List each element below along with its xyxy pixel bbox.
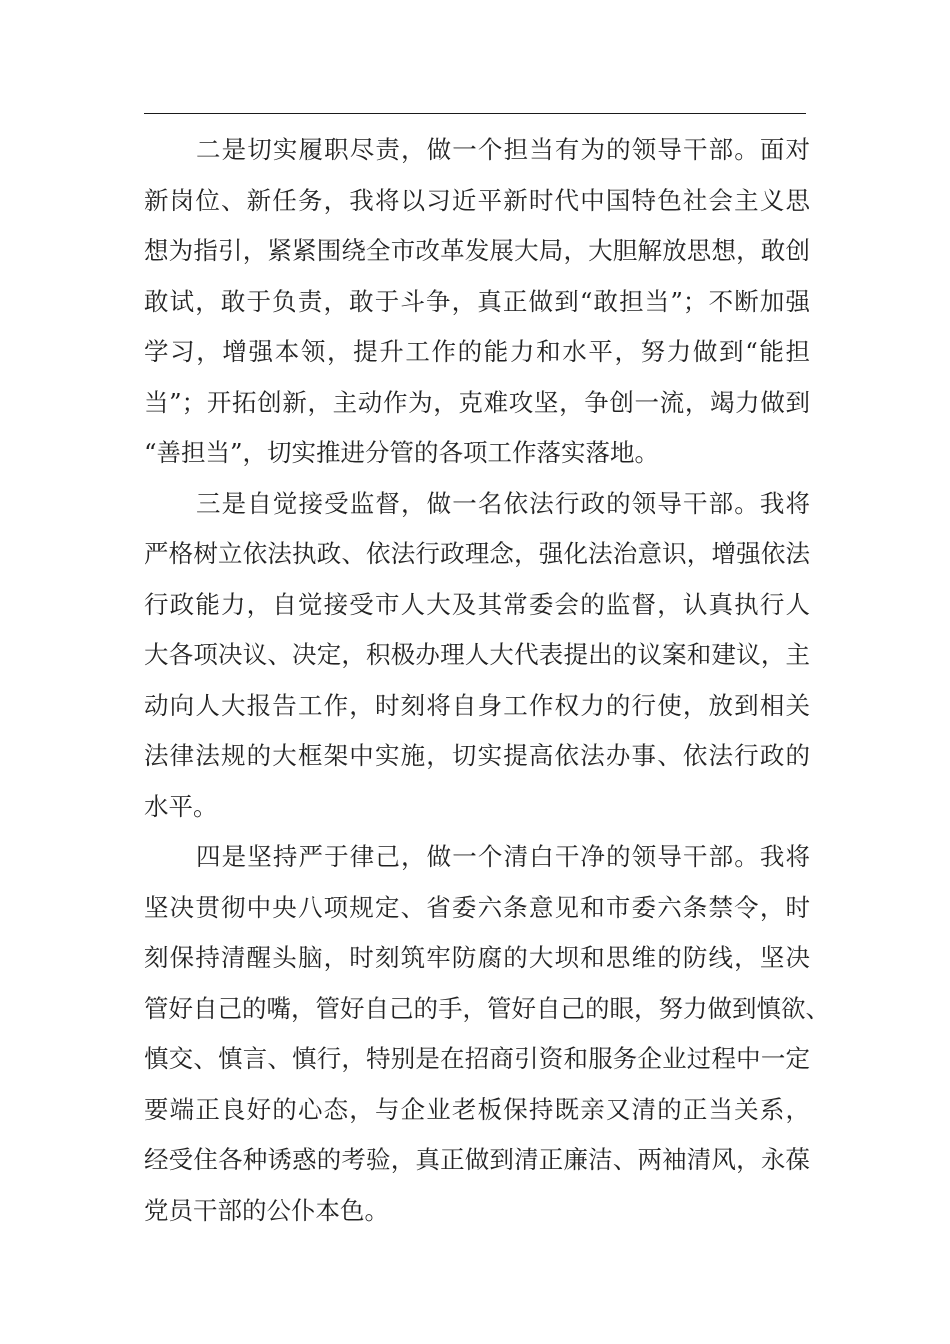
paragraph-3-line-3: 行政能力，自觉接受市人大及其常委会的监督，认真执行人 — [144, 589, 810, 619]
paragraph-4-line-1: 四是坚持严于律己，做一个清白干净的领导干部。我将 — [196, 842, 810, 871]
paragraph-2-line-1: 二是切实履职尽责，做一个担当有为的领导干部。面对 — [196, 135, 810, 164]
paragraph-2-line-2: 新岗位、新任务，我将以习近平新时代中国特色社会主义思 — [144, 185, 810, 215]
paragraph-3-line-2: 严格树立依法执政、依法行政理念，强化法治意识，增强依法 — [144, 539, 810, 568]
paragraph-4-line-4: 管好自己的嘴，管好自己的手，管好自己的眼，努力做到慎欲、 — [144, 993, 830, 1023]
paragraph-3-line-6: 法律法规的大框架中实施，切实提高依法办事、依法行政的 — [144, 741, 810, 770]
paragraph-4-line-6: 要端正良好的心态，与企业老板保持既亲又清的正当关系， — [144, 1094, 810, 1124]
paragraph-4-line-2: 坚决贯彻中央八项规定、省委六条意见和市委六条禁令，时 — [144, 892, 810, 922]
paragraph-2-line-4: 敢试，敢于负责，敢于斗争，真正做到“敢担当”；不断加强 — [144, 286, 810, 316]
paragraph-2-line-3: 想为指引，紧紧围绕全市改革发展大局，大胆解放思想，敢创 — [144, 236, 810, 265]
paragraph-4-line-5: 慎交、慎言、慎行，特别是在招商引资和服务企业过程中一定 — [144, 1044, 810, 1073]
paragraph-2-line-7: “善担当”，切实推进分管的各项工作落实落地。 — [144, 438, 660, 467]
paragraph-3-line-7: 水平。 — [144, 791, 218, 821]
paragraph-3-line-5: 动向人大报告工作，时刻将自身工作权力的行使，放到相关 — [144, 690, 810, 720]
paragraph-2-line-5: 学习，增强本领，提升工作的能力和水平，努力做到“能担 — [144, 337, 810, 366]
paragraph-4-line-8: 党员干部的公仆本色。 — [144, 1195, 389, 1225]
paragraph-2-line-6: 当”；开拓创新，主动作为，克难攻坚，争创一流，竭力做到 — [144, 387, 810, 417]
paragraph-3-line-4: 大各项决议、决定，积极办理人大代表提出的议案和建议，主 — [144, 640, 810, 669]
paragraph-4-line-7: 经受住各种诱惑的考验，真正做到清正廉洁、两袖清风，永葆 — [144, 1145, 810, 1174]
paragraph-4-line-3: 刻保持清醒头脑，时刻筑牢防腐的大坝和思维的防线，坚决 — [144, 943, 810, 972]
document-body — [144, 125, 830, 1236]
header-rule — [144, 113, 806, 114]
paragraph-3-line-1: 三是自觉接受监督，做一名依法行政的领导干部。我将 — [196, 488, 810, 518]
